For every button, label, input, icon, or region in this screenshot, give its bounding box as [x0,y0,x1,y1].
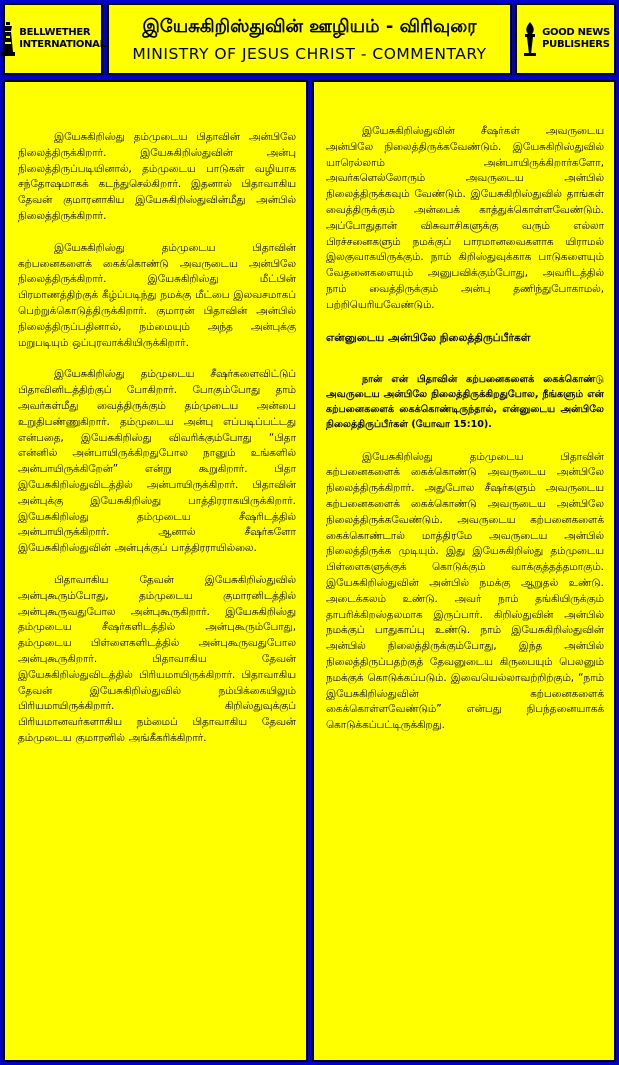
section-heading: என்னுடைய அன்பிலே நிலைத்திருப்பீர்கள் [326,331,531,344]
left-column [3,80,308,1062]
torch-icon [521,22,539,56]
left-paragraph-2: இயேசுகிறிஸ்து தம்முடைய பிதாவின் கற்பனைகளைக் கைக்கொண்டு அவருடைய அன்பிலே நிலைத்திருக்கிறார். இயேசுகிறிஸ்து மீட்பின் பிரமாணத்திற்குக் கீழ்ப்படிந்து நமக்கு மீட்பை இலவசமாகப் பெற்றுக்கொடுத்திருக்கிறார். குமாரன் பிதாவின் அன்பில் நிலைத்திருப்பதினால், நம்மையும் அந்த அன்புக்கு மறுபடியும் ஒப்புரவாக்கியிருக்கிறார். [18,241,296,349]
good-news-logo-text: GOOD NEWS PUBLISHERS [542,27,610,50]
right-paragraph-2: இயேசுகிறிஸ்து தம்முடைய பிதாவின் கற்பனைகளைக் கைக்கொண்டு அவருடைய அன்பிலே நிலைத்திருக்கிறார். அதுபோல சீஷர்களும் அவருடைய கற்பனைகளைக் கைக்கொண்டு அவருடைய அன்பிலே நிலைத்திருக்கவேண்டும். அவருடைய கற்பனைகளைக் கைக்கொண்டால் மாத்திரமே அவருடைய அன்பில் நிலைத்திருக்க முடியும். இது இயேசுகிறிஸ்து தம்முடைய பிள்ளைகளுக்குக் கொடுக்கும் வாக்குத்தத்தமாகும். இயேசுகிறிஸ்துவின் அன்பில் நமக்கு ஆறுதல் உண்டு. அடைக்கலம் உண்டு. அவர் நாம் தங்கியிருக்கும் தாபரிக்கிறஸ்தலமாக இருப்பார். கிறிஸ்துவின் அன்பில் நமக்குப் பாதுகாப்பு உண்டு. நாம் இயேசுகிறிஸ்துவின் அன்பில் நிலைத்திருக்கும்போது, இந்த அன்பில் நிலைத்திருப்பதற்குத் தேவனுடைய கிருபையும் பெலனும் நமக்குக் கொடுக்கப்படும். இவையெல்லாவற்றிற்கும், “நாம் இயேசுகிறிஸ்துவின் கற்பனைகளைக் கைக்கொள்ளவேண்டும்” என்பது நிபந்தனையாகக் கொடுக்கப்பட்டிருக்கிறது. [326,450,604,732]
page-title-box [107,3,512,75]
good-news-logo [515,3,616,75]
page-title-english: MINISTRY OF JESUS CHRIST - COMMENTARY [132,44,487,63]
page-header [0,0,619,78]
bellwether-logo [3,3,106,75]
scripture-quote: நான் என் பிதாவின் கற்பனைகளைக் கைக்கொண்டு அவருடைய அன்பிலே நிலைத்திருக்கிறதுபோல, நீங்களும் என் கற்பனைகளைக் கைக்கொண்டிருந்தால், என்னுடைய அன்பிலே நிலைத்திருப்பீர்கள் (யோவா 15:10). [326,373,604,430]
left-paragraph-1: இயேசுகிறிஸ்து தம்முடைய பிதாவின் அன்பிலே நிலைத்திருக்கிறார். இயேசுகிறிஸ்துவின் அன்பு நிலைத்திருப்படியினால், தம்முடைய பாடுகள் வழியாக சந்தோஷமாகக் கடந்துசெல்கிறார். இதனால் பிதாவாகிய தேவன் குமாரனாகிய இயேசுகிறிஸ்துவின்மீது அன்பில் நிலைத்திருக்கிறார். [18,131,296,222]
left-paragraph-4: பிதாவாகிய தேவன் இயேசுகிறிஸ்துவில் அன்புகூரும்போது, தம்முடைய குமாரனிடத்தில் அன்புகூருவதுபோல அன்புகூருகிறார். இயேசுகிறிஸ்து தம்முடைய சீஷர்களிடத்தில் அன்புகூரும்போது, தம்முடைய பிள்ளைகளிடத்தில் அன்புகூருவதுபோல அன்புகூருகிறார். பிதாவாகிய தேவன் இயேசுகிறிஸ்துவிடத்தில் பிரியமாயிருக்கிறார். பிதாவாகிய தேவன் இயேசுகிறிஸ்துவில் நம்பிக்கையிலும் பிரியமாயிருக்கிறார். கிறிஸ்துவுக்குப் பிரியமானவர்களாகிய நம்மைப் பிதாவாகிய தேவன் தம்முடைய குமாரனில் அங்கீகரிக்கிறார். [18,573,296,744]
left-paragraph-3: இயேசுகிறிஸ்து தம்முடைய சீஷர்களைவிட்டுப் பிதாவினிடத்திற்குப் போகிறார். போகும்போது தாம் அவர்கள்மீது வைத்திருக்கும் தம்முடைய அன்பை உறுதிபண்ணுகிறார். தம்முடைய அன்பு எப்படிப்பட்டது என்பதை, இயேசுகிறிஸ்து விவரிக்கும்போது “பிதா என்னில் அன்பாயிருக்கிறதுபோல நானும் உங்களில் அன்பாயிருக்கிறேன்” என்று கூறுகிறார். பிதா இயேசுகிறிஸ்துவிடத்தில் அன்பாயிருக்கிறார். பிதாவின் அன்புக்கு இயேசுகிறிஸ்து பாத்திரராகயிருக்கிறார். இயேசுகிறிஸ்து தம்முடைய சீஷரிடத்தில் அன்பாயிருக்கிறார். ஆனால் சீஷர்களோ இயேசுகிறிஸ்துவின் அன்புக்குப் பாத்திரராயில்லை. [18,368,296,555]
lighthouse-icon [0,22,16,56]
right-column [312,80,616,1062]
right-paragraph-1: இயேசுகிறிஸ்துவின் சீஷர்கள் அவருடைய அன்பிலே நிலைத்திருக்கவேண்டும். இயேசுகிறிஸ்துவில் யாரெல்லாம் அன்பாயிருக்கிறார்களோ, அவர்களெல்லோரும் அவருடைய அன்பில் நிலைத்திருக்கவும் வேண்டும். இயேசுகிறிஸ்துவில் தாங்கள் வைத்திருக்கும் அன்பைக் காத்துக்கொள்ளவேண்டும். அப்போதுதான் விசுவாசிகளுக்கு வரும் எல்லா பிரச்சனைகளும் நமக்குப் பாரமானவைகளாக யிராமல் இலகுவாகயிருக்கும். நாம் கிறிஸ்துவுக்காக பாடுகளையும் வேதனைகளையும் அனுபவிக்கும்போது, அவரிடத்தில் நாம் வைத்திருக்கும் அன்பு தணிந்துபோகாமல், பற்றியெரியவேண்டும். [326,125,604,311]
page-title-tamil: இயேசுகிறிஸ்துவின் ஊழியம் - விரிவுரை [142,15,477,37]
bellwether-logo-text: BELLWETHER INTERNATIONAL [19,27,106,50]
